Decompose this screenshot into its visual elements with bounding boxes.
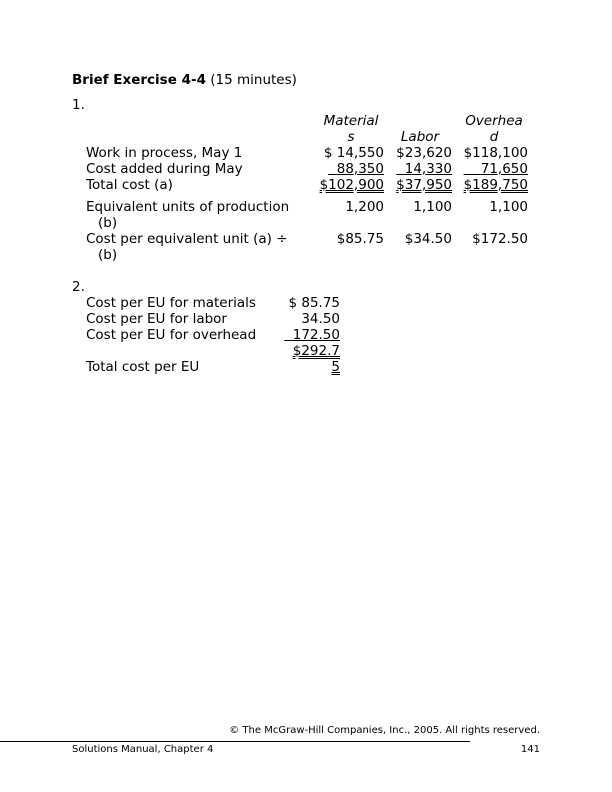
row-wip-label: Work in process, May 1 [86, 145, 243, 161]
p2-overhead-label: Cost per EU for overhead [86, 327, 257, 343]
row-added-label: Cost added during May [86, 161, 243, 177]
row-total-labor: $37,950 [396, 177, 452, 193]
p2-total-value-line2: 5 [331, 359, 340, 375]
row-wip-materials: $ 14,550 [323, 145, 384, 161]
header-materials-line2: s [347, 129, 355, 145]
row-added-overhead: 71,650 [480, 161, 528, 177]
row-cpeu-labor: $34.50 [404, 231, 452, 247]
header-overhead-line1: Overhea [465, 113, 523, 129]
row-total-overhead: $189,750 [463, 177, 528, 193]
exercise-title: Brief Exercise 4-4 [72, 72, 206, 88]
row-eu-overhead: 1,100 [489, 199, 528, 215]
header-materials-line1: Material [323, 113, 379, 129]
row-total-materials: $102,900 [319, 177, 384, 193]
row-eu-label-line2: (b) [98, 215, 118, 231]
row-cpeu-label-line2: (b) [98, 247, 118, 263]
footer-chapter: Solutions Manual, Chapter 4 [72, 744, 214, 755]
row-cpeu-materials: $85.75 [336, 231, 384, 247]
p2-overhead-value: 172.50 [292, 327, 340, 343]
p2-materials-value: $ 85.75 [288, 295, 340, 311]
p2-labor-label: Cost per EU for labor [86, 311, 227, 327]
row-eu-label-line1: Equivalent units of production [86, 199, 290, 215]
header-labor: Labor [400, 129, 440, 145]
p2-total-label: Total cost per EU [86, 359, 200, 375]
p2-materials-label: Cost per EU for materials [86, 295, 256, 311]
exercise-heading [72, 72, 297, 88]
p2-labor-value: 34.50 [301, 311, 340, 327]
footer-copyright: © The McGraw-Hill Companies, Inc., 2005. All rights reserved. [229, 725, 540, 736]
row-eu-labor: 1,100 [413, 199, 452, 215]
row-total-label: Total cost (a) [86, 177, 173, 193]
row-cpeu-overhead: $172.50 [472, 231, 528, 247]
part2-number: 2. [72, 279, 85, 295]
header-overhead-line2: d [489, 129, 499, 145]
row-wip-labor: $23,620 [396, 145, 452, 161]
row-added-materials: 88,350 [336, 161, 384, 177]
p2-total-value-line1: $292.7 [292, 343, 340, 359]
part1-number: 1. [72, 97, 85, 113]
row-wip-overhead: $118,100 [463, 145, 528, 161]
footer-page-number: 141 [520, 744, 540, 755]
footer-rule [0, 741, 470, 742]
row-added-labor: 14,330 [404, 161, 452, 177]
row-eu-materials: 1,200 [345, 199, 384, 215]
exercise-duration: (15 minutes) [210, 72, 297, 88]
row-cpeu-label-line1: Cost per equivalent unit (a) ÷ [86, 231, 288, 247]
